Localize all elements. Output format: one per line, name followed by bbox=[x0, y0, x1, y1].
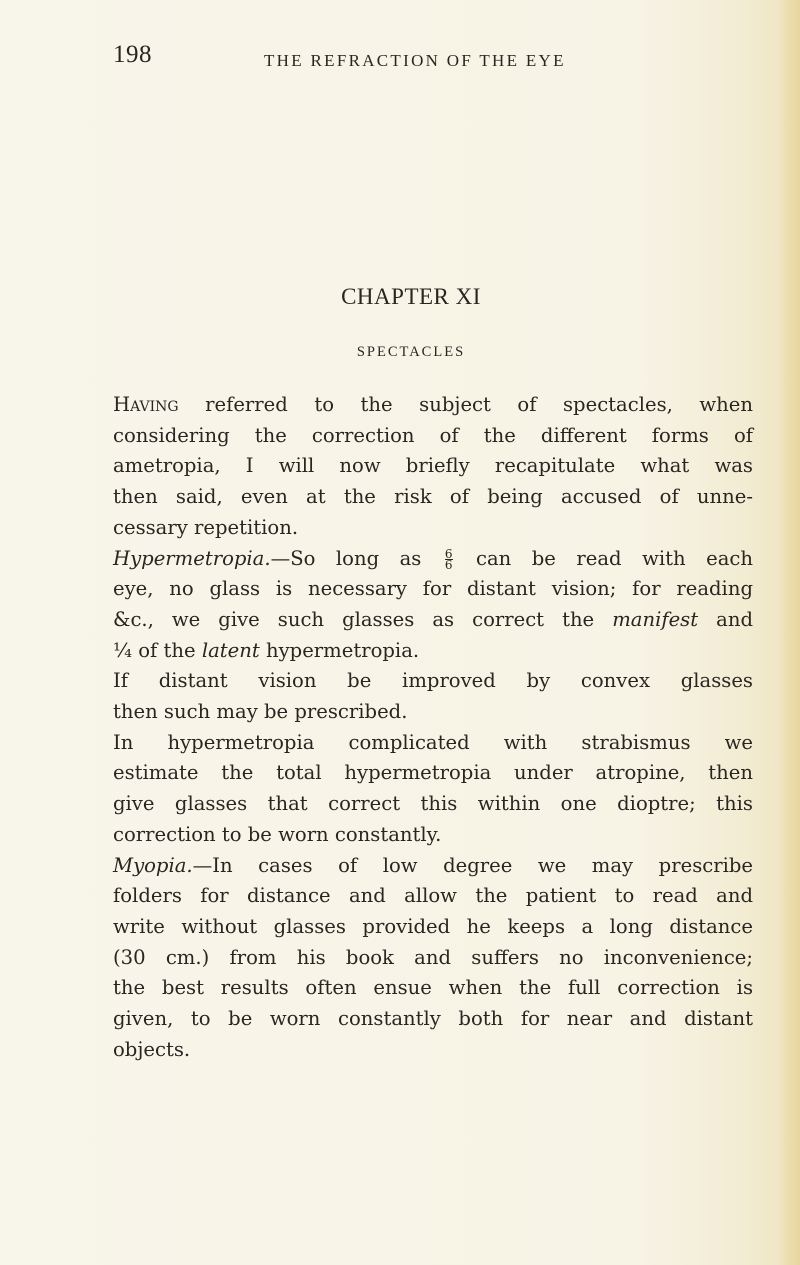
text-line: then such may be prescribed. bbox=[113, 700, 408, 724]
text-line: In hypermetropia complicated with strabismus we bbox=[113, 730, 753, 754]
text-line: (30 cm.) from his book and suffers no inconvenience; bbox=[113, 945, 753, 969]
text-line: give glasses that correct this within one dioptre; this bbox=[113, 792, 753, 816]
text-line: estimate the total hypermetropia under atropine, then bbox=[113, 761, 753, 785]
text-line: considering the correction of the different forms of bbox=[113, 423, 753, 447]
body-text bbox=[113, 390, 753, 1065]
fraction-quarter: ¼ bbox=[113, 638, 132, 662]
text-run: referred to the subject of spectacles, when bbox=[178, 393, 753, 416]
text-run: —So long as bbox=[270, 546, 442, 570]
section-term: Hypermetropia. bbox=[113, 546, 271, 570]
fraction-numerator: 6 bbox=[444, 546, 453, 561]
paragraph-intro bbox=[113, 390, 753, 544]
text-line bbox=[113, 605, 753, 636]
text-line: folders for distance and allow the patient to read and bbox=[113, 884, 753, 908]
text-line bbox=[113, 851, 753, 882]
text-run: hypermetropia. bbox=[259, 638, 420, 662]
text-line: ametropia, I will now briefly recapitulate what was bbox=[113, 454, 753, 478]
paragraph-convex bbox=[113, 666, 753, 727]
paragraph-hypermetropia bbox=[113, 544, 753, 667]
text-line bbox=[113, 636, 753, 667]
text-line: correction to be worn constantly. bbox=[113, 822, 442, 846]
text-run: can be read with each bbox=[455, 546, 753, 570]
paragraph-strabismus bbox=[113, 728, 753, 851]
text-run: —In cases of low degree we may prescribe bbox=[192, 853, 753, 877]
text-line: If distant vision be improved by convex glasses bbox=[113, 669, 753, 693]
fraction-denominator: 6 bbox=[444, 557, 453, 572]
text-line: given, to be worn constantly both for near and distant bbox=[113, 1007, 753, 1031]
running-head: THE REFRACTION OF THE EYE bbox=[264, 51, 566, 70]
text-line bbox=[113, 390, 753, 421]
text-line bbox=[113, 544, 753, 575]
text-line: cessary repetition. bbox=[113, 515, 299, 539]
paragraph-myopia bbox=[113, 851, 753, 1066]
text-run: and bbox=[698, 607, 753, 631]
text-line: write without glasses provided he keeps a long distance bbox=[113, 914, 753, 938]
drop-word: Having bbox=[113, 393, 179, 416]
section-term: Myopia. bbox=[113, 853, 193, 877]
emphasis-manifest: manifest bbox=[612, 607, 699, 631]
page-number: 198 bbox=[113, 41, 152, 68]
text-line: objects. bbox=[113, 1037, 191, 1061]
text-line: then said, even at the risk of being accused of unne- bbox=[113, 485, 753, 509]
page-edge-shading bbox=[778, 0, 800, 1265]
text-run: &c., we give such glasses as correct the bbox=[113, 607, 613, 631]
text-line: eye, no glass is necessary for distant vision; for reading bbox=[113, 577, 753, 601]
chapter-subtitle: SPECTACLES bbox=[356, 344, 466, 360]
chapter-title: CHAPTER XI bbox=[341, 284, 481, 309]
text-line: the best results often ensue when the full correction is bbox=[113, 976, 753, 1000]
fraction bbox=[444, 546, 453, 572]
text-run: of the bbox=[132, 638, 202, 662]
emphasis-latent: latent bbox=[201, 638, 260, 662]
